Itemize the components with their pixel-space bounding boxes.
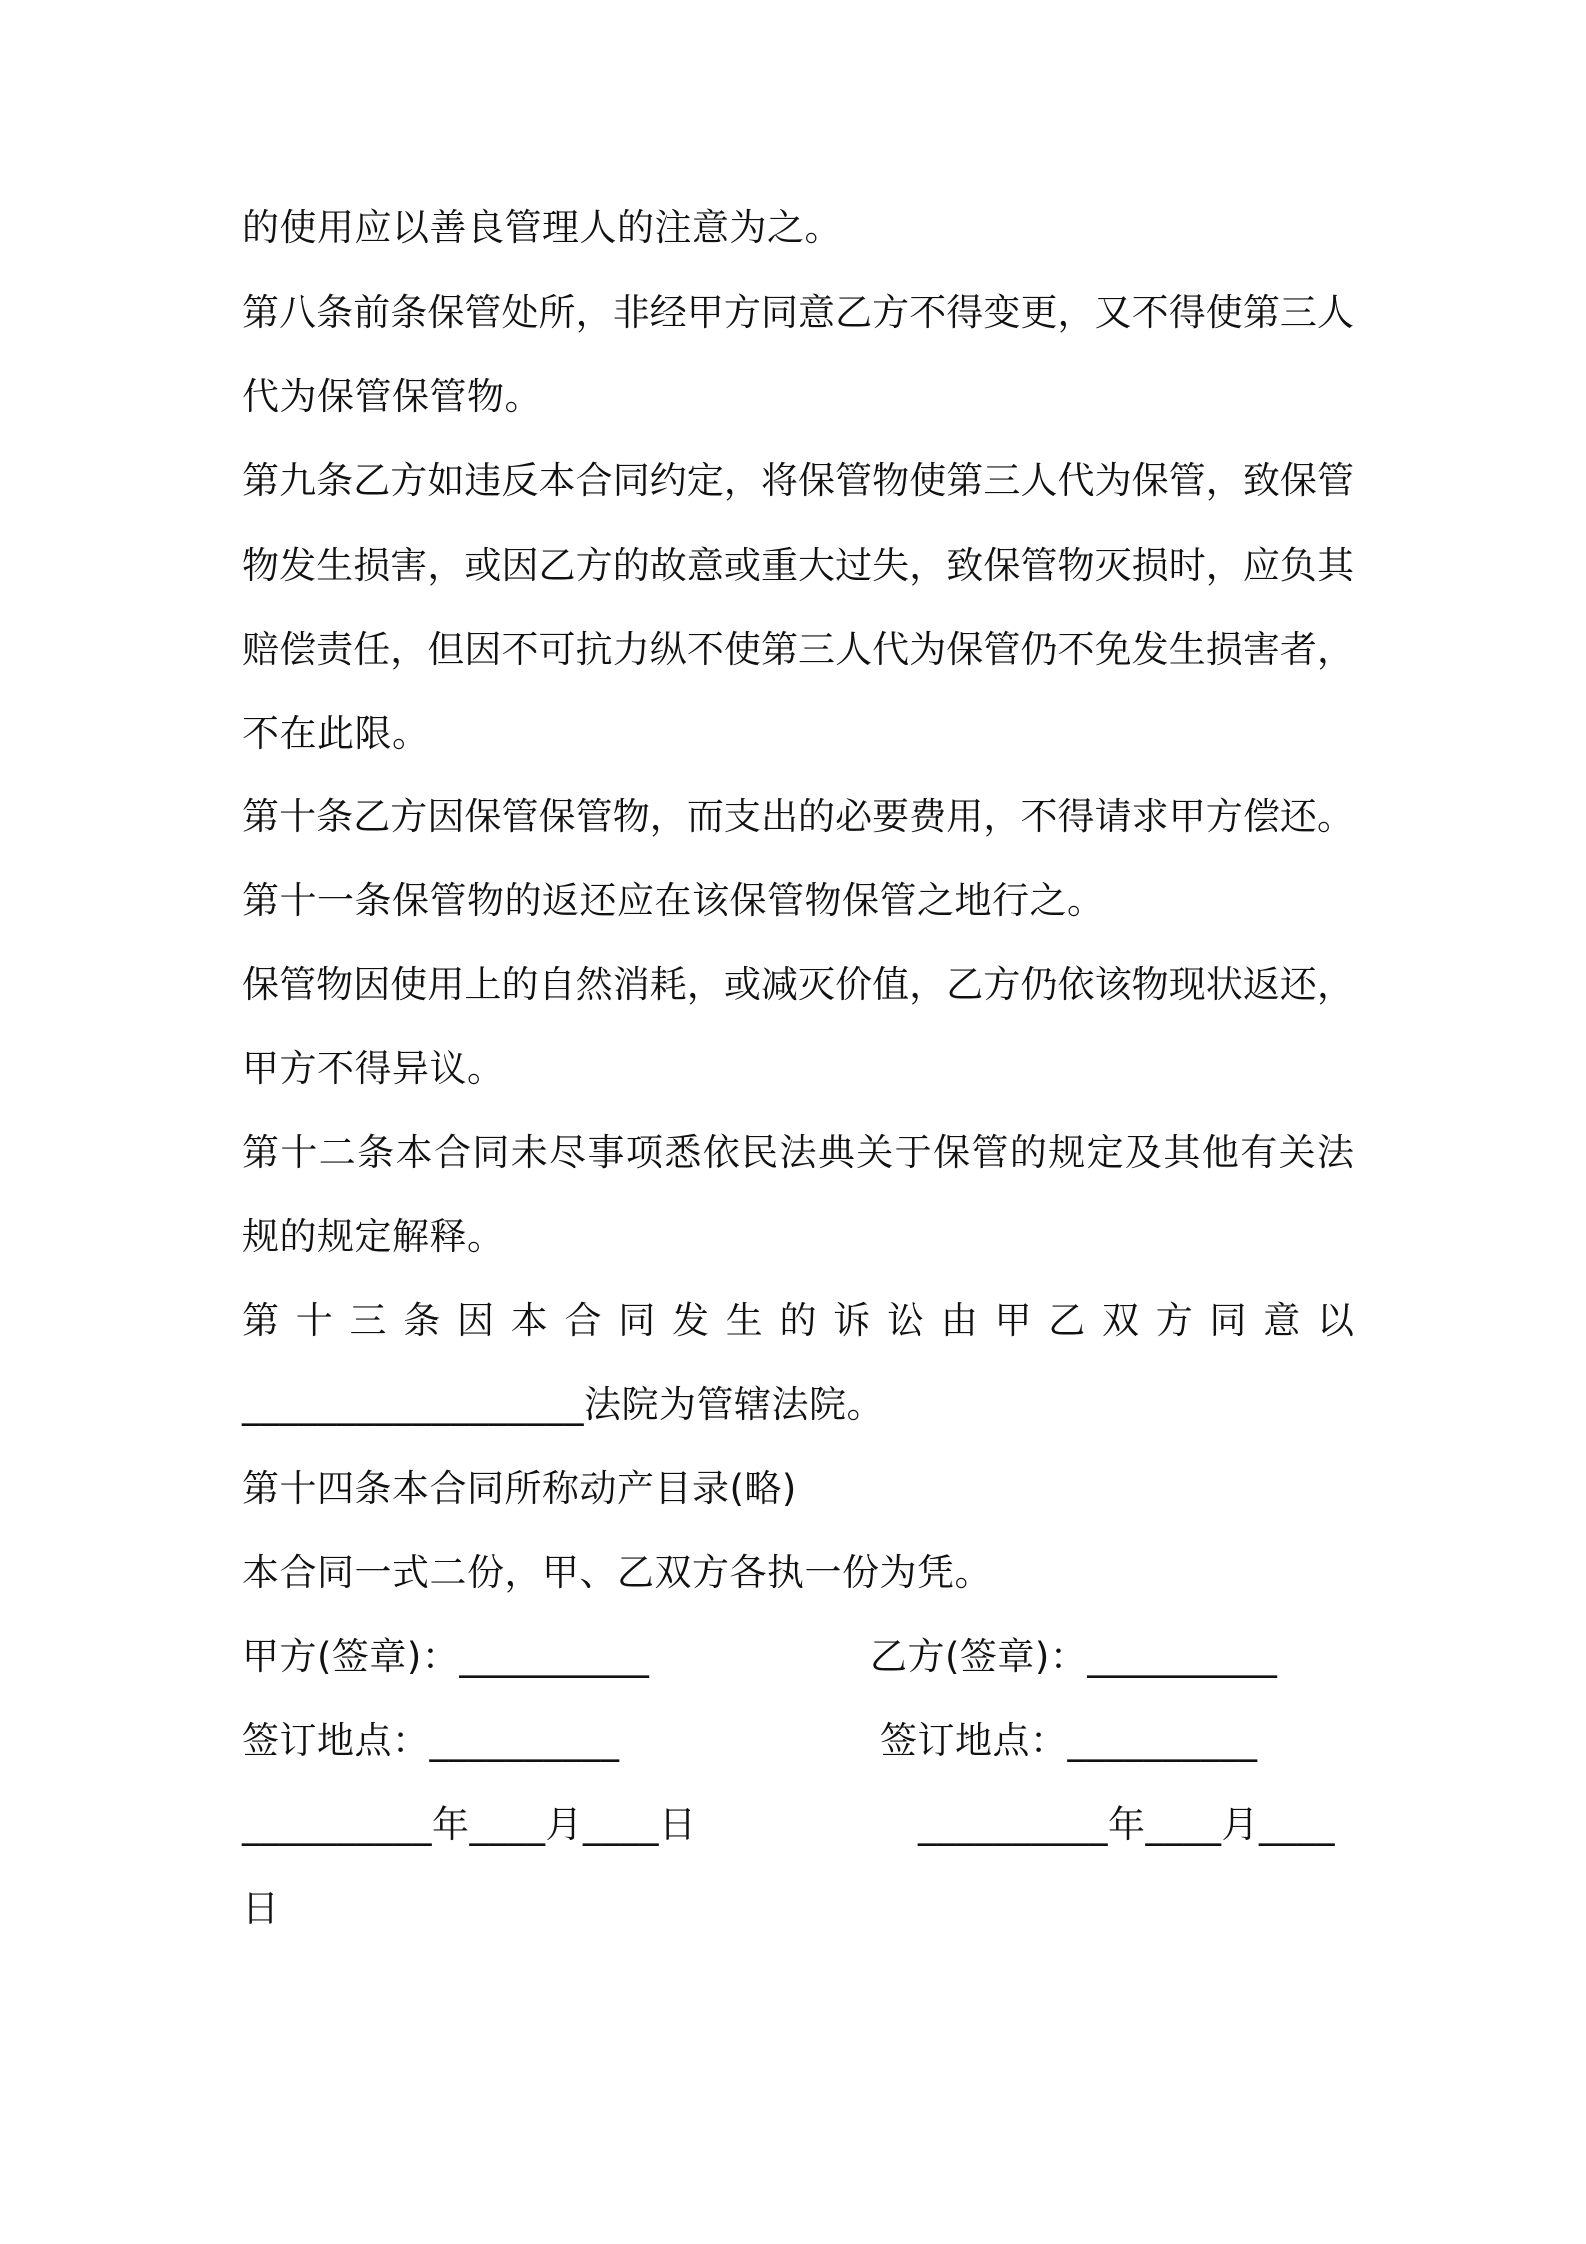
article-14-line: 第十四条本合同所称动产目录(略) (242, 1467, 797, 1510)
article-13-line: 第 十 三 条 因 本 合 同 发 生 的 诉 讼 由 甲 乙 双 方 同 意 以 (242, 1299, 1354, 1342)
article-11-line-cont: 保管物因使用上的自然消耗，或减灭价值，乙方仍依该物现状返还， (242, 963, 1354, 1006)
article-9-line-cont: 赔偿责任，但因不可抗力纵不使第三人代为保管仍不免发生损害者， (242, 628, 1354, 671)
paragraph-line: 的使用应以善良管理人的注意为之。 (242, 206, 842, 249)
party-a-place: 签订地点：__________ (242, 1719, 620, 1762)
article-9-line: 第九条乙方如违反本合同约定，将保管物使第三人代为保管，致保管 (242, 459, 1354, 502)
copies-line: 本合同一式二份，甲、乙双方各执一份为凭。 (242, 1551, 992, 1594)
article-9-line-cont: 物发生损害，或因乙方的故意或重大过失，致保管物灭损时，应负其 (242, 544, 1354, 587)
article-9-line-cont: 不在此限。 (242, 712, 430, 755)
article-12-line-cont: 规的规定解释。 (242, 1215, 505, 1258)
article-8-line: 第八条前条保管处所，非经甲方同意乙方不得变更，又不得使第三人 (242, 291, 1354, 334)
article-11-line: 第十一条保管物的返还应在该保管物保管之地行之。 (242, 879, 1105, 922)
party-a-date: __________年____月____日 (242, 1803, 697, 1846)
article-10-line: 第十条乙方因保管保管物，而支出的必要费用，不得请求甲方偿还。 (242, 795, 1354, 838)
party-a-seal: 甲方(签章)：__________ (242, 1635, 650, 1678)
article-8-line-cont: 代为保管保管物。 (242, 375, 542, 418)
article-11-line-cont: 甲方不得异议。 (242, 1047, 505, 1090)
party-b-place: 签订地点：__________ (880, 1719, 1258, 1762)
article-13-line-cont: __________________法院为管辖法院。 (242, 1383, 884, 1426)
party-b-date: __________年____月____ (918, 1803, 1335, 1846)
article-12-line: 第十二条本合同未尽事项悉依民法典关于保管的规定及其他有关法 (242, 1131, 1354, 1174)
party-b-date-day: 日 (242, 1887, 280, 1930)
party-b-seal: 乙方(签章)：__________ (870, 1635, 1278, 1678)
